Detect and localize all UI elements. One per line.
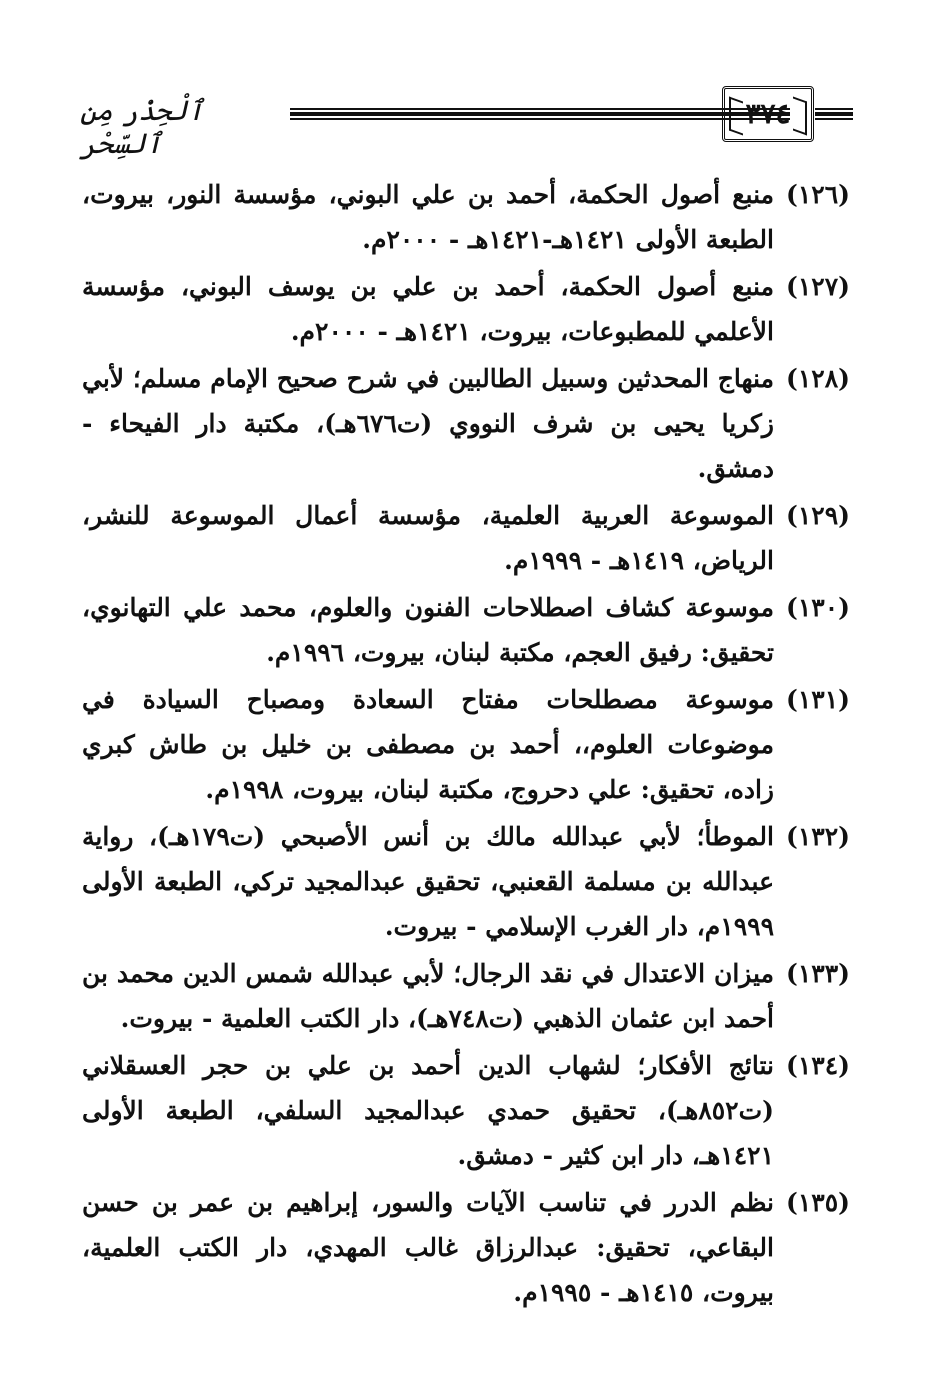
entry-text: منبع أصول الحكمة، أحمد بن علي بن يوسف البوني، مؤسسة الأعلمي للمطبوعات، بيروت، ١٤٢١هـ - ٢٠٠٠م. [82,272,774,346]
entry-number: (١٣٣) [786,959,850,988]
entry-number: (١٣٠) [786,593,850,622]
entry-text: موسوعة مصطلحات مفتاح السعادة ومصباح السيادة في موضوعات العلوم،، أحمد بن مصطفى بن خليل بن طاش كبري زاده، تحقيق: علي دحروج، مكتبة لبنان، بيروت، ١٩٩٨م. [82,685,774,804]
header-rule-left [290,108,790,120]
bibliography-entry [82,814,850,949]
entry-number: (١٣١) [786,685,850,714]
header-rule-right [815,108,853,120]
entry-text: منبع أصول الحكمة، أحمد بن علي البوني، مؤسسة النور، بيروت، الطبعة الأولى ١٤٢١هـ-١٤٢١هـ - ٢٠٠٠م. [82,180,774,254]
entry-number: (١٢٦) [786,180,850,209]
bibliography-entry [82,951,850,1041]
bibliography-entry [82,172,850,262]
bibliography-entry [82,493,850,583]
entry-text: الموسوعة العربية العلمية، مؤسسة أعمال الموسوعة للنشر، الرياض، ١٤١٩هـ - ١٩٩٩م. [82,501,774,575]
entry-text: نتائج الأفكار؛ لشهاب الدين أحمد بن علي بن حجر العسقلاني (ت٨٥٢هـ)، تحقيق حمدي عبدالمجيد السلفي، الطبعة الأولى ١٤٢١هـ، دار ابن كثير - دمشق. [82,1051,774,1170]
entry-text: الموطأ؛ لأبي عبدالله مالك بن أنس الأصبحي (ت١٧٩هـ)، رواية عبدالله بن مسلمة القعنبي، تحقيق عبدالمجيد تركي، الطبعة الأولى ١٩٩٩م، دار الغرب الإسلامي - بيروت. [82,822,774,941]
entry-number: (١٣٥) [786,1188,850,1217]
book-title: ٱلْحِذْر مِن ٱلسِّحْر [80,94,204,160]
entry-number: (١٢٧) [786,272,850,301]
entry-text: ميزان الاعتدال في نقد الرجال؛ لأبي عبدالله شمس الدين محمد بن أحمد ابن عثمان الذهبي (ت٧٤٨هـ)، دار الكتب العلمية - بيروت. [82,959,774,1033]
entry-number: (١٣٢) [786,822,850,851]
entry-number: (١٢٨) [786,364,850,393]
entry-text: نظم الدرر في تناسب الآيات والسور، إبراهيم بن عمر بن حسن البقاعي، تحقيق: عبدالرزاق غالب المهدي، دار الكتب العلمية، بيروت، ١٤١٥هـ - ١٩٩٥م. [82,1188,774,1307]
bibliography-entry [82,677,850,812]
bibliography-entry [82,585,850,675]
bibliography-entry [82,1043,850,1178]
bibliography-list [82,172,850,1317]
page-header [80,80,850,160]
entry-text: موسوعة كشاف اصطلاحات الفنون والعلوم، محمد علي التهانوي، تحقيق: رفيق العجم، مكتبة لبنان، بيروت، ١٩٩٦م. [82,593,774,667]
entry-number: (١٣٤) [786,1051,850,1080]
bibliography-entry [82,1180,850,1315]
entry-text: منهاج المحدثين وسبيل الطالبين في شرح صحيح الإمام مسلم؛ لأبي زكريا يحيى بن شرف النووي (ت٦٧٦هـ)، مكتبة دار الفيحاء - دمشق. [82,364,775,483]
bibliography-entry [82,264,850,354]
bibliography-entry [82,356,850,491]
entry-number: (١٢٩) [786,501,850,530]
